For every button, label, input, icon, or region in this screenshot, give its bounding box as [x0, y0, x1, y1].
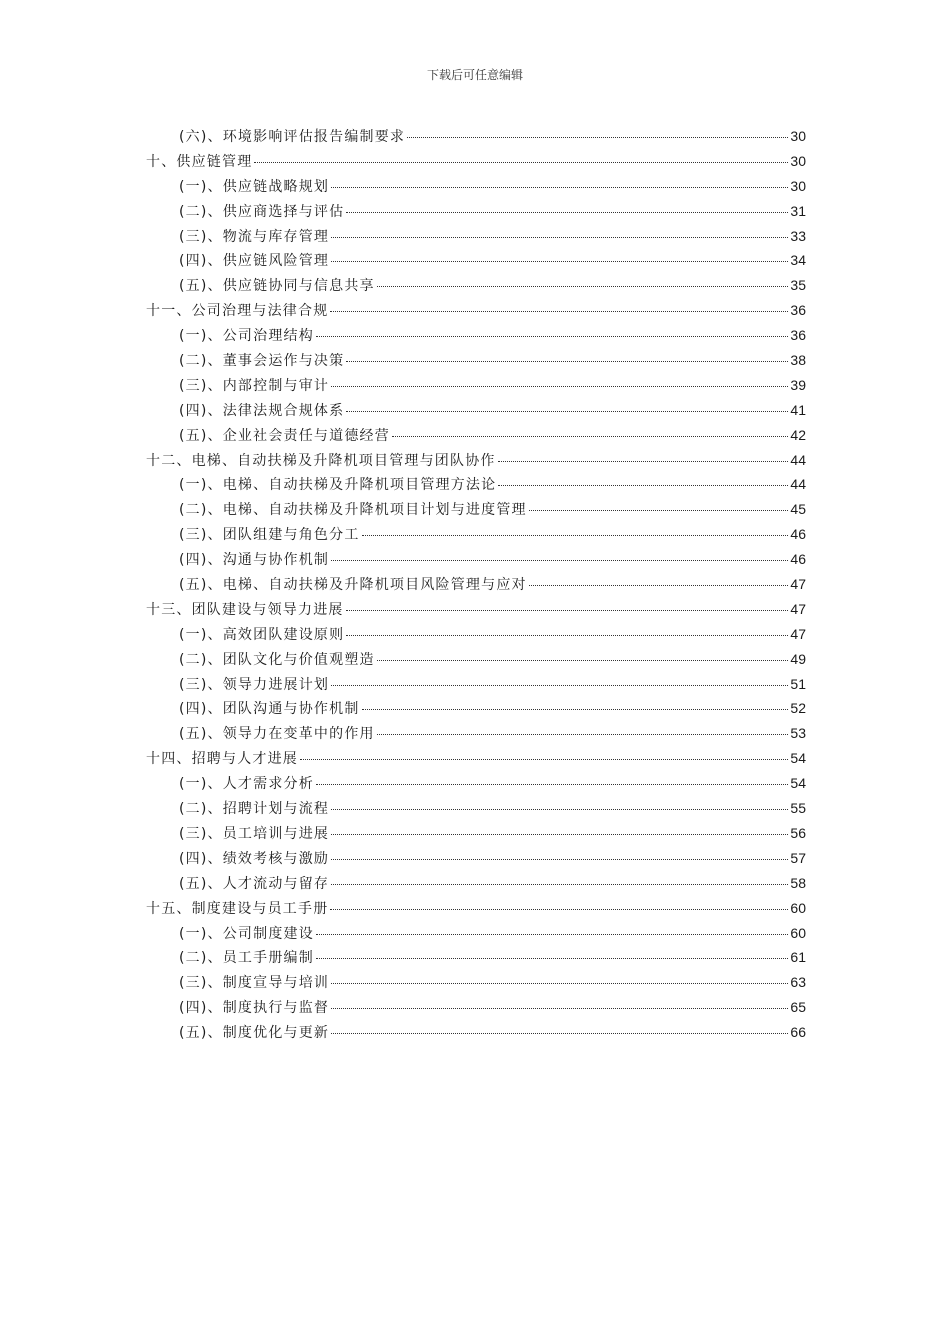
- toc-dot-leader: [362, 535, 789, 536]
- toc-page-number: 30: [790, 128, 806, 144]
- toc-page-number: 46: [790, 526, 806, 543]
- toc-page-number: 44: [790, 451, 806, 468]
- toc-entry-title: (二)、供应商选择与评估: [179, 203, 345, 220]
- toc-page-number: 53: [790, 725, 806, 742]
- toc-page-number: 46: [790, 551, 806, 568]
- toc-dot-leader: [377, 734, 789, 735]
- toc-entry-title: (二)、团队文化与价值观塑造: [179, 651, 375, 668]
- toc-section-entry[interactable]: [146, 997, 806, 1022]
- toc-page-number: 31: [790, 202, 806, 219]
- toc-section-entry[interactable]: [146, 674, 806, 699]
- toc-dot-leader: [362, 709, 789, 710]
- toc-section-entry[interactable]: [146, 549, 806, 574]
- toc-dot-leader: [331, 809, 788, 810]
- toc-page-number: 39: [790, 376, 806, 393]
- toc-section-entry[interactable]: [146, 773, 806, 798]
- toc-entry-title: (一)、高效团队建设原则: [179, 626, 345, 643]
- toc-page-number: 49: [790, 650, 806, 667]
- toc-dot-leader: [346, 635, 788, 636]
- toc-dot-leader: [346, 411, 788, 412]
- toc-entry-title: (三)、领导力进展计划: [179, 676, 330, 693]
- toc-page-number: 35: [790, 277, 806, 294]
- toc-dot-leader: [300, 759, 788, 760]
- toc-section-entry[interactable]: [146, 226, 806, 251]
- toc-page-number: 61: [790, 949, 806, 966]
- toc-section-entry[interactable]: [146, 375, 806, 400]
- toc-entry-title: (四)、绩效考核与激励: [179, 850, 330, 867]
- toc-entry-title: (一)、电梯、自动扶梯及升降机项目管理方法论: [179, 477, 497, 494]
- toc-page-number: 36: [790, 302, 806, 319]
- toc-section-entry[interactable]: [146, 275, 806, 300]
- toc-page-number: 47: [790, 625, 806, 642]
- toc-dot-leader: [529, 585, 789, 586]
- toc-entry-title: 十、供应链管理: [146, 153, 253, 170]
- toc-dot-leader: [498, 485, 788, 486]
- toc-page-number: 41: [790, 401, 806, 418]
- toc-dot-leader: [331, 1008, 788, 1009]
- toc-dot-leader: [254, 162, 788, 163]
- toc-entry-title: (一)、人才需求分析: [179, 776, 314, 793]
- toc-dot-leader: [331, 1033, 788, 1034]
- toc-page-number: 45: [790, 501, 806, 518]
- toc-entry-title: (一)、供应链战略规划: [179, 178, 330, 195]
- toc-entry-title: 十一、公司治理与法律合规: [146, 303, 329, 320]
- toc-entry-title: (三)、员工培训与进展: [179, 825, 330, 842]
- toc-entry-title: (五)、制度优化与更新: [179, 1025, 330, 1042]
- toc-page-number: 47: [790, 576, 806, 593]
- toc-dot-leader: [316, 336, 788, 337]
- toc-entry-title: (五)、企业社会责任与道德经营: [179, 427, 390, 444]
- toc-page-number: 57: [790, 849, 806, 866]
- toc-dot-leader: [331, 859, 788, 860]
- toc-entry-title: 十四、招聘与人才进展: [146, 751, 298, 768]
- toc-section-entry[interactable]: [146, 250, 806, 275]
- toc-entry-title: (三)、团队组建与角色分工: [179, 527, 360, 544]
- toc-dot-leader: [331, 187, 788, 188]
- toc-page-number: 38: [790, 352, 806, 369]
- toc-dot-leader: [346, 212, 788, 213]
- toc-entry-title: (四)、沟通与协作机制: [179, 552, 330, 569]
- toc-dot-leader: [331, 237, 788, 238]
- toc-dot-leader: [331, 834, 788, 835]
- toc-dot-leader: [330, 311, 788, 312]
- toc-dot-leader: [529, 510, 789, 511]
- toc-chapter-entry[interactable]: [146, 450, 806, 475]
- toc-entry-title: (二)、电梯、自动扶梯及升降机项目计划与进度管理: [179, 502, 527, 519]
- toc-entry-title: 十二、电梯、自动扶梯及升降机项目管理与团队协作: [146, 452, 496, 469]
- toc-entry-title: (二)、招聘计划与流程: [179, 801, 330, 818]
- toc-section-entry[interactable]: [146, 350, 806, 375]
- toc-entry-title: (四)、团队沟通与协作机制: [179, 701, 360, 718]
- toc-dot-leader: [392, 436, 788, 437]
- toc-entry-title: (四)、法律法规合规体系: [179, 402, 345, 419]
- toc-page-number: 33: [790, 227, 806, 244]
- toc-section-entry[interactable]: [146, 425, 806, 450]
- toc-section-entry[interactable]: [146, 524, 806, 549]
- toc-dot-leader: [407, 137, 788, 138]
- toc-section-entry[interactable]: [146, 723, 806, 748]
- toc-section-entry[interactable]: [146, 474, 806, 499]
- toc-chapter-entry[interactable]: [146, 151, 806, 176]
- toc-chapter-entry[interactable]: [146, 748, 806, 773]
- toc-page-number: 30: [790, 152, 806, 169]
- toc-section-entry[interactable]: [146, 325, 806, 350]
- toc-page-number: 54: [790, 750, 806, 767]
- toc-page-number: 60: [790, 899, 806, 916]
- toc-page-number: 42: [790, 426, 806, 443]
- toc-dot-leader: [346, 361, 788, 362]
- toc-section-entry[interactable]: [146, 947, 806, 972]
- toc-entry-title: 十三、团队建设与领导力进展: [146, 601, 344, 618]
- toc-entry-title: (四)、供应链风险管理: [179, 253, 330, 270]
- toc-entry-title: (五)、人才流动与留存: [179, 875, 330, 892]
- toc-page-number: 63: [790, 974, 806, 991]
- toc-entry-title: (三)、物流与库存管理: [179, 228, 330, 245]
- table-of-contents: [146, 126, 806, 1047]
- toc-entry-title: (六)、环境影响评估报告编制要求: [179, 129, 406, 145]
- toc-section-entry[interactable]: [146, 698, 806, 723]
- toc-page-number: 30: [790, 177, 806, 194]
- toc-page-number: 51: [790, 675, 806, 692]
- toc-entry-title: (五)、电梯、自动扶梯及升降机项目风险管理与应对: [179, 577, 527, 594]
- toc-entry-title: (三)、内部控制与审计: [179, 377, 330, 394]
- toc-page-number: 60: [790, 924, 806, 941]
- toc-section-entry[interactable]: [146, 923, 806, 948]
- toc-section-entry[interactable]: [146, 499, 806, 524]
- toc-page-number: 58: [790, 874, 806, 891]
- toc-page-number: 52: [790, 700, 806, 717]
- toc-dot-leader: [330, 909, 788, 910]
- toc-entry-title: (五)、领导力在变革中的作用: [179, 726, 375, 743]
- toc-section-entry[interactable]: [146, 972, 806, 997]
- toc-entry-title: 十五、制度建设与员工手册: [146, 900, 329, 917]
- toc-section-entry[interactable]: [146, 649, 806, 674]
- toc-section-entry[interactable]: [146, 1022, 806, 1047]
- toc-entry-title: (一)、公司治理结构: [179, 328, 314, 345]
- toc-chapter-entry[interactable]: [146, 898, 806, 923]
- toc-entry-title: (二)、董事会运作与决策: [179, 353, 345, 370]
- toc-entry-title: (五)、供应链协同与信息共享: [179, 278, 375, 295]
- toc-page-number: 56: [790, 824, 806, 841]
- toc-page-number: 65: [790, 999, 806, 1016]
- toc-dot-leader: [331, 884, 788, 885]
- toc-page-number: 47: [790, 600, 806, 617]
- toc-chapter-entry[interactable]: [146, 300, 806, 325]
- toc-dot-leader: [498, 461, 789, 462]
- toc-dot-leader: [346, 610, 789, 611]
- toc-page-number: 44: [790, 476, 806, 493]
- page-header: 下载后可任意编辑: [426, 68, 523, 82]
- toc-section-entry[interactable]: [146, 176, 806, 201]
- toc-entry-title: (四)、制度执行与监督: [179, 1000, 330, 1017]
- toc-section-entry[interactable]: [146, 201, 806, 226]
- toc-section-entry[interactable]: [146, 798, 806, 823]
- toc-page-number: 54: [790, 775, 806, 792]
- toc-dot-leader: [331, 983, 788, 984]
- toc-page-number: 55: [790, 800, 806, 817]
- toc-page-number: 34: [790, 252, 806, 269]
- toc-dot-leader: [331, 386, 788, 387]
- toc-dot-leader: [316, 934, 788, 935]
- toc-dot-leader: [331, 685, 788, 686]
- toc-section-entry[interactable]: [146, 873, 806, 898]
- toc-section-entry[interactable]: [146, 624, 806, 649]
- toc-page-number: 66: [790, 1024, 806, 1041]
- toc-entry-title: (一)、公司制度建设: [179, 925, 314, 942]
- toc-chapter-entry[interactable]: [146, 599, 806, 624]
- toc-dot-leader: [316, 958, 788, 959]
- toc-dot-leader: [377, 286, 789, 287]
- toc-dot-leader: [331, 560, 788, 561]
- toc-dot-leader: [377, 660, 789, 661]
- toc-page-number: 36: [790, 327, 806, 344]
- toc-entry-title: (二)、员工手册编制: [179, 950, 314, 967]
- toc-section-entry[interactable]: [146, 400, 806, 425]
- toc-dot-leader: [331, 261, 788, 262]
- toc-dot-leader: [316, 784, 788, 785]
- toc-section-entry[interactable]: [146, 823, 806, 848]
- toc-section-entry[interactable]: [146, 574, 806, 599]
- toc-entry-title: (三)、制度宣导与培训: [179, 975, 330, 992]
- toc-section-entry[interactable]: [146, 126, 806, 151]
- toc-section-entry[interactable]: [146, 848, 806, 873]
